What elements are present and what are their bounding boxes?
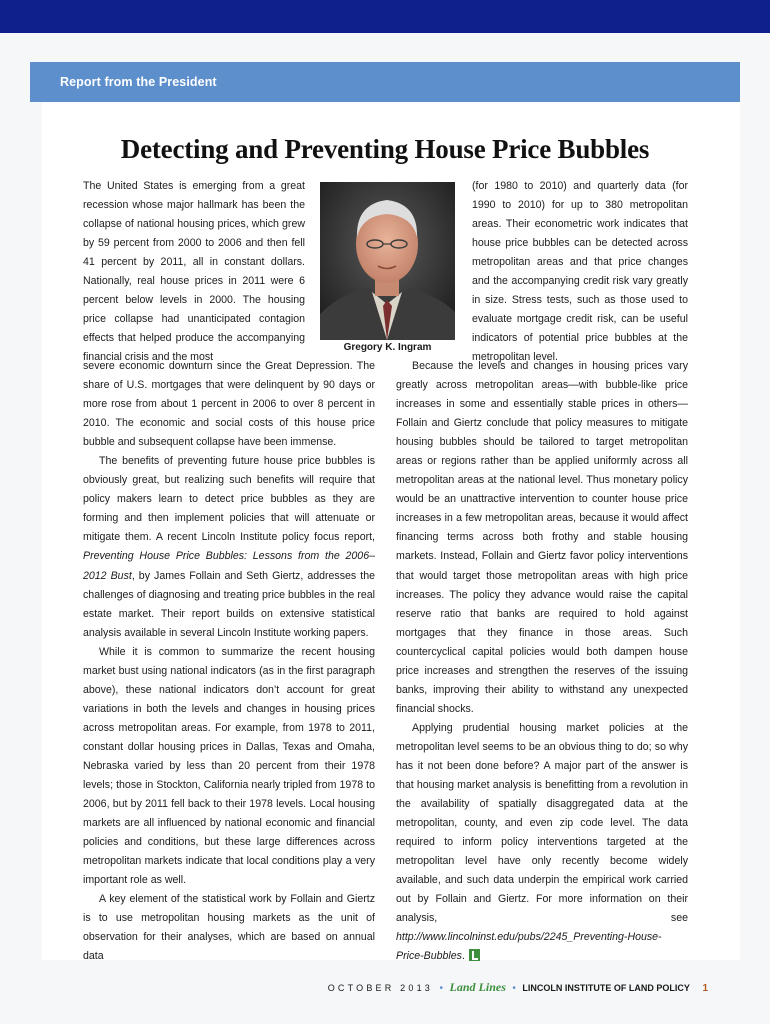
- photo-caption: Gregory K. Ingram: [343, 342, 432, 353]
- report-link[interactable]: http://www.lincolninst.edu/pubs/2245_Preventing-House-Price-Bubbles: [396, 931, 662, 963]
- paragraph-1-end: severe economic downturn since the Great Depression. The share of U.S. mortgages that were delinquent by 90 days or more rose from about 1 percent in 2006 to over 8 percent in 2010. The economic and social costs of this house price bubble and subsequent collapse have been immense.: [83, 360, 375, 449]
- column-2-bottom: [396, 357, 688, 967]
- footer-issue-date: OCTOBER 2013: [327, 983, 433, 993]
- paragraph-5: Because the levels and changes in housing prices vary greatly across metropolitan areas—with bubble-like price increases in some and essentially stable prices in others—Follain and Giertz conclude that policy measures to mitigate housing bubbles should be tailored to target metropolitan areas or regions rather than be applied uniformly across all metropolitan areas at the national level. Thus monetary policy would be an unattractive intervention to counter house price increases in a few metropolitan areas, because it would affect financing terms across both frothy and stable housing markets. Instead, Follain and Giertz favor policy interventions that would target those metropolitan areas with high price increases. The policy they advance would raise the capital reserve ratio that banks are required to hold against mortgages that they finance in those areas. Such countercyclical capital policies would both dampen house price increases and strengthen the reserves of the issuing banks, improving their ability to withstand any unexpected financial shocks.: [396, 360, 688, 715]
- paragraph-1-start: The United States is emerging from a great recession whose major hallmark has been the collapse of national housing prices, which grew by 59 percent from 2000 to 2006 and then fell 41 percent by 2011, all in constant dollars. Nationally, real house prices in 2011 were 6 percent below levels in 2000. The housing price collapse had unanticipated contagion effects that helped produce the accompanying financial crisis and the most: [83, 180, 305, 364]
- page-number: 1: [702, 983, 708, 994]
- column-1-top: [83, 177, 305, 367]
- section-banner: [30, 62, 740, 102]
- column-1-bottom: [83, 357, 375, 967]
- paragraph-4: A key element of the statistical work by Follain and Giertz is to use metropolitan housing markets as the unit of observation for their analyses, which are based on annual data: [83, 893, 375, 963]
- paragraph-6-text: Applying prudential housing market policies at the metropolitan level seems to be an obvious thing to do; so why has it not been done before? A major part of the answer is that housing market analysis is benefitting from a revolution in the availability of spatially disaggregated data at the metropolitan, county, and even zip code level. The data required to inform policy interventions targeted at the metropolitan level have only recently become widely available, and such data underpin the empirical work carried out by Follain and Giertz. For more information on their analysis, see: [396, 721, 688, 925]
- end-mark-icon: [469, 949, 480, 961]
- footer-organization: LINCOLN INSTITUTE OF LAND POLICY: [522, 983, 690, 993]
- section-label: Report from the President: [60, 75, 217, 89]
- paragraph-6: [396, 719, 688, 967]
- author-portrait: [320, 182, 455, 340]
- article-title: Detecting and Preventing House Price Bubbles: [120, 134, 650, 164]
- footer-separator: •: [512, 983, 516, 994]
- paragraph-2-text-a: The benefits of preventing future house price bubbles is obviously great, but realizing such benefits will require that policy makers learn to detect price bubbles as they are forming and then implement policies that will attenuate or mitigate them. A recent Lincoln Institute policy focus report,: [83, 455, 375, 544]
- column-2-top: [472, 177, 688, 367]
- report-title: Preventing House Price Bubbles: Lessons from the 2006–2012 Bust: [83, 550, 375, 582]
- top-color-band: [0, 0, 770, 33]
- paragraph-4-end: (for 1980 to 2010) and quarterly data (for 1990 to 2010) for up to 380 metropolitan areas. Their econometric work indicates that house price bubbles can be detected across metropolitan areas and that price changes and the accompanying credit risk vary greatly in size. Stress tests, such as those used to evaluate mortgage credit risk, can be useful indicators of potential price bubbles at the metropolitan level.: [472, 180, 688, 364]
- footer-magazine-name: Land Lines: [449, 980, 506, 994]
- footer-separator: •: [439, 983, 444, 994]
- paragraph-6-end: .: [461, 950, 465, 963]
- paragraph-2: [83, 452, 375, 642]
- paragraph-2-text-b: , by James Follain and Seth Giertz, addresses the challenges of diagnosing and treating price bubbles in the real estate market. Their report builds on extensive statistical analysis available in several Lincoln Institute working papers.: [83, 569, 375, 639]
- paragraph-3: While it is common to summarize the recent housing market bust using national indicators (as in the first paragraph above), these national indicators don’t account for great variations in both the levels and changes in housing prices across metropolitan areas. For example, from 1978 to 2011, constant dollar housing prices in Dallas, Texas and Omaha, Nebraska varied by less than 20 percent from their 1978 levels; those in Stockton, California nearly tripled from 1978 to 2006, but by 2011 fell back to their 1978 levels. Local housing markets are all influenced by national economic and financial policies and conditions, but these large differences across metropolitan markets indicate that local conditions play a very important role as well.: [83, 645, 375, 887]
- page-footer: [0, 980, 708, 995]
